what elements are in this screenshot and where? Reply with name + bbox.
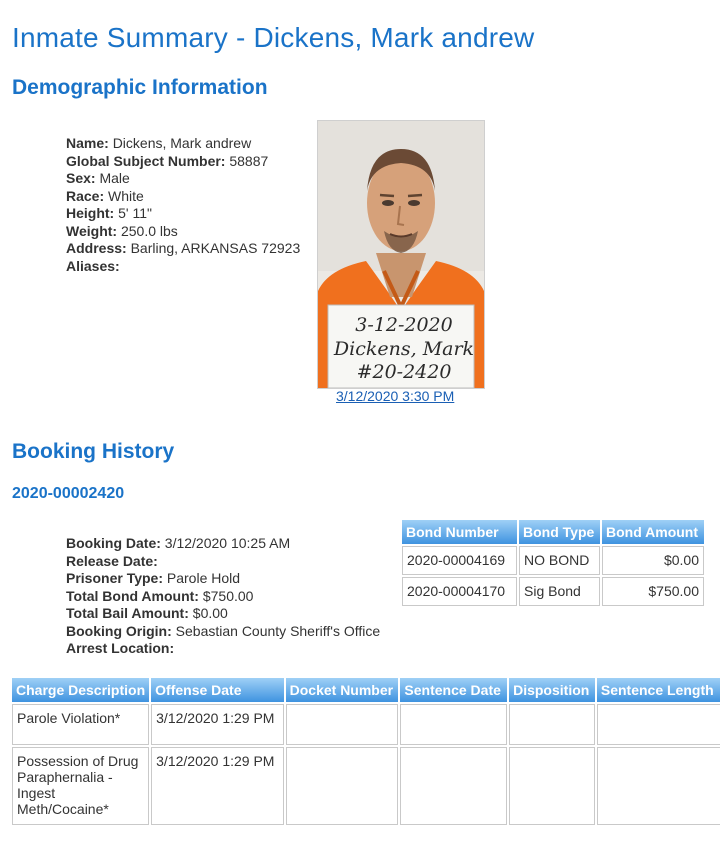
sex-row [66,170,300,188]
sentence-length-cell [597,704,720,745]
booking-info [66,535,380,658]
mugshot-illustration [318,121,484,388]
field-label: Sex: [66,170,96,186]
total-bond-amount-row [66,588,380,606]
bond-number-cell: 2020-00004170 [402,577,517,606]
column-header-charge-description[interactable]: Charge Description [12,678,149,702]
race-row [66,188,300,206]
sentence-length-cell [597,747,720,825]
docket-number-cell [286,704,399,745]
total-bail-amount-row [66,605,380,623]
prisoner-type-row [66,570,380,588]
demographic-heading: Demographic Information [12,76,268,99]
field-value: Parole Hold [166,570,241,586]
table-row [402,546,704,575]
column-header-sentence-length[interactable]: Sentence Length [597,678,720,702]
field-value: Barling, ARKANSAS 72923 [130,240,301,256]
page-title: Inmate Summary - Dickens, Mark andrew [12,22,535,53]
name-row [66,135,300,153]
arrest-location-row [66,640,380,658]
field-label: Weight: [66,222,118,239]
photo-date-link[interactable]: 3/12/2020 3:30 PM [336,388,455,404]
global-subject-number-row [66,153,300,171]
placard-name: Dickens, Mark [333,338,475,360]
sentence-date-cell [400,704,507,745]
placard-number: #20-2420 [356,361,452,383]
field-value: Sebastian County Sheriff's Office [175,622,381,639]
field-label: Aliases: [66,257,120,274]
bond-table [400,518,706,608]
docket-number-cell [286,747,399,825]
column-header-bond-number[interactable]: Bond Number [402,520,517,544]
field-label: Name: [66,135,109,151]
weight-row [66,223,300,241]
demographic-info [66,135,300,275]
field-label: Prisoner Type: [66,570,163,586]
field-label: Booking Origin: [66,622,172,639]
column-header-docket-number[interactable]: Docket Number [286,678,399,702]
field-label: Arrest Location: [66,640,175,656]
column-header-bond-type[interactable]: Bond Type [519,520,600,544]
sentence-date-cell [400,747,507,825]
release-date-row [66,553,380,571]
field-value: 5' 11" [118,205,152,221]
disposition-cell [509,704,595,745]
offense-date-cell: 3/12/2020 1:29 PM [151,704,283,745]
field-value: White [108,187,144,204]
column-header-offense-date[interactable]: Offense Date [151,678,283,702]
table-row [12,747,720,825]
field-value: 250.0 lbs [120,222,178,239]
field-label: Height: [66,205,115,221]
aliases-row [66,258,300,276]
field-label: Global Subject Number: [66,152,226,169]
booking-origin-row [66,623,380,641]
mugshot-photo[interactable] [317,120,485,389]
field-value: Dickens, Mark andrew [112,135,252,151]
bond-type-cell: Sig Bond [519,577,600,606]
charge-table-header [12,678,720,702]
charge-description-cell: Parole Violation* [12,704,149,745]
charge-description-cell: Possession of Drug Paraphernalia - Ingest Meth/Cocaine* [12,747,149,825]
field-value: Male [99,170,130,186]
column-header-bond-amount[interactable]: Bond Amount [602,520,704,544]
bond-type-cell: NO BOND [519,546,600,575]
bond-amount-cell: $0.00 [602,546,704,575]
bond-number-cell: 2020-00004169 [402,546,517,575]
column-header-sentence-date[interactable]: Sentence Date [400,678,507,702]
booking-date-row [66,535,380,553]
field-label: Booking Date: [66,535,161,551]
address-row [66,240,300,258]
bond-table-header [402,520,704,544]
bond-amount-cell: $750.00 [602,577,704,606]
placard-date: 3-12-2020 [355,314,453,336]
disposition-cell [509,747,595,825]
field-value: $750.00 [202,587,254,604]
booking-number-heading: 2020-00002420 [12,485,125,502]
field-label: Total Bond Amount: [66,587,199,604]
field-label: Total Bail Amount: [66,605,189,621]
column-header-disposition[interactable]: Disposition [509,678,595,702]
field-value: 3/12/2020 10:25 AM [164,535,291,551]
offense-date-cell: 3/12/2020 1:29 PM [151,747,283,825]
field-value: $0.00 [192,605,228,621]
booking-history-heading: Booking History [12,440,175,463]
table-row [12,704,720,745]
field-value: 58887 [229,152,269,169]
field-label: Address: [66,240,127,256]
charge-table [10,676,720,827]
field-label: Release Date: [66,552,158,569]
height-row [66,205,300,223]
table-row [402,577,704,606]
field-label: Race: [66,187,105,204]
